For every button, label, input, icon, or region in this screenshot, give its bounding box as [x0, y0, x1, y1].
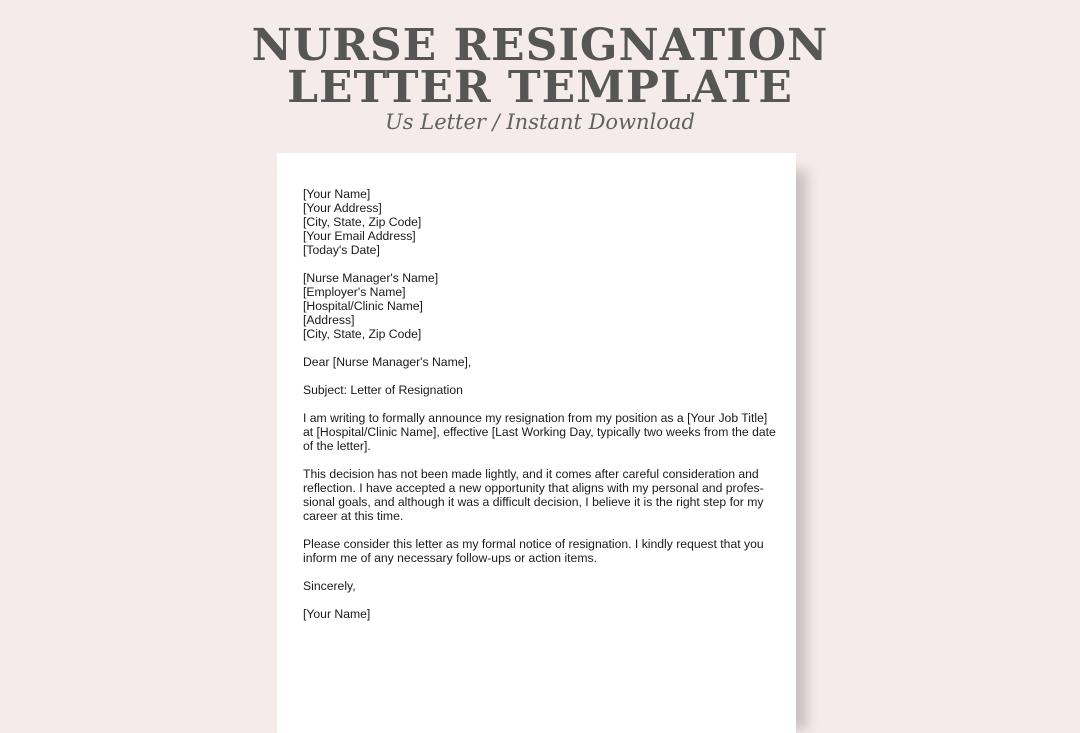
recipient-city: [City, State, Zip Code] — [303, 327, 422, 341]
salutation — [303, 355, 773, 369]
title-line-1: NURSE RESIGNATION — [251, 20, 829, 71]
salutation-text: Dear [Nurse Manager's Name], — [303, 355, 472, 369]
recipient-hospital: [Hospital/Clinic Name] — [303, 299, 423, 313]
sender-city: [City, State, Zip Code] — [303, 215, 422, 229]
paragraph-2-line: sional goals, and although it was a difficult decision, I believe it is the right step for my — [303, 495, 764, 509]
paragraph-3-line: Please consider this letter as my formal notice of resignation. I kindly request that you — [303, 537, 764, 551]
paragraph-2-line: reflection. I have accepted a new opportunity that aligns with my personal and profes- — [303, 481, 764, 495]
sender-block — [303, 187, 773, 257]
subject-text: Subject: Letter of Resignation — [303, 383, 463, 397]
paragraph-2-line: This decision has not been made lightly, and it comes after careful consideration and — [303, 467, 759, 481]
closing-text: Sincerely, — [303, 579, 356, 593]
paragraph-2 — [303, 467, 773, 523]
signature — [303, 607, 773, 621]
sender-name: [Your Name] — [303, 187, 371, 201]
paragraph-1-line: I am writing to formally announce my resignation from my position as a [Your Job Title] — [303, 411, 768, 425]
recipient-manager: [Nurse Manager's Name] — [303, 271, 439, 285]
paragraph-1-line: of the letter]. — [303, 439, 371, 453]
paragraph-1-line: at [Hospital/Clinic Name], effective [Last Working Day, typically two weeks from the date — [303, 425, 776, 439]
signature-text: [Your Name] — [303, 607, 371, 621]
paragraph-3-line: inform me of any necessary follow-ups or action items. — [303, 551, 597, 565]
paragraph-3 — [303, 537, 773, 565]
closing — [303, 579, 773, 593]
recipient-block — [303, 271, 773, 341]
sender-email: [Your Email Address] — [303, 229, 416, 243]
title-line-2: LETTER TEMPLATE — [287, 62, 793, 113]
subject — [303, 383, 773, 397]
paragraph-2-line: career at this time. — [303, 509, 404, 523]
subtitle: Us Letter / Instant Download — [385, 110, 695, 134]
sender-date: [Today's Date] — [303, 243, 380, 257]
paragraph-1 — [303, 411, 776, 453]
recipient-address: [Address] — [303, 313, 355, 327]
recipient-employer: [Employer's Name] — [303, 285, 406, 299]
sender-address: [Your Address] — [303, 201, 382, 215]
letter-body — [303, 187, 776, 635]
